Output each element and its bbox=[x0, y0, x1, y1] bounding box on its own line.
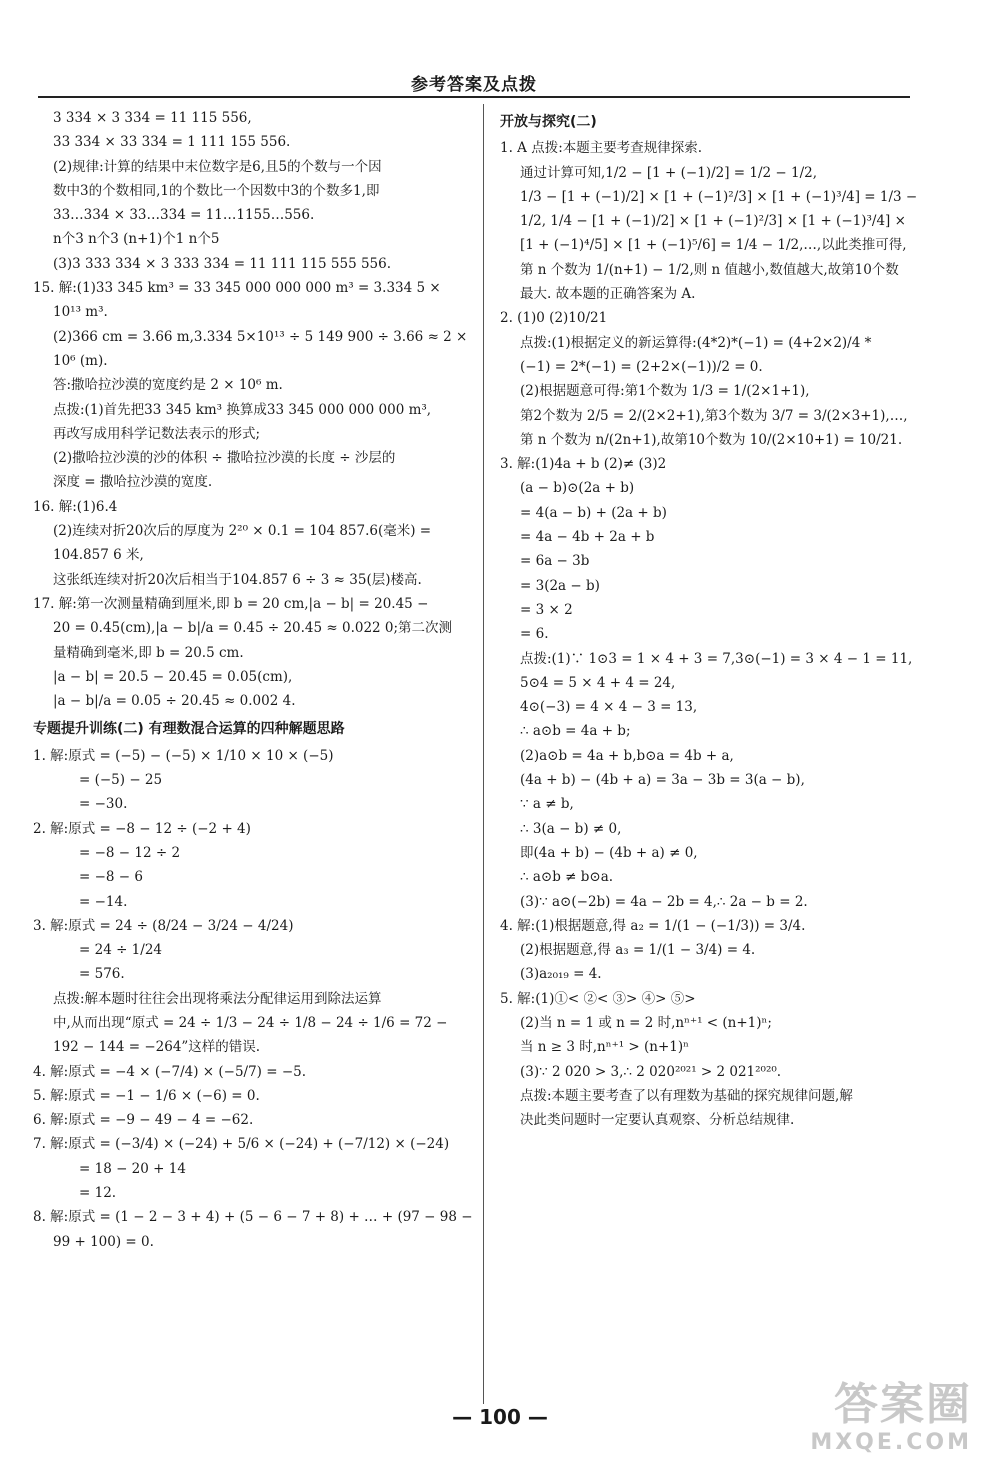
answer-line: 7. 解:原式 = (−3/4) × (−24) + 5/6 × (−24) + (−7/12) × (−24) bbox=[33, 1136, 450, 1153]
answer-line: (2)根据题意可得:第1个数为 1/3 = 1/(2×1+1), bbox=[520, 383, 810, 400]
answer-line: 5. 解:(1)①< ②< ③> ④> ⑤> bbox=[500, 990, 696, 1007]
answer-line: = 3(2a − b) bbox=[520, 577, 600, 594]
answer-line: |a − b| = 20.5 − 20.45 = 0.05(cm), bbox=[53, 668, 293, 685]
answer-line: (2)规律:计算的结果中末位数字是6,且5的个数与一个因 bbox=[53, 158, 382, 175]
answer-line: 4. 解:(1)根据题意,得 a₂ = 1/(1 − (−1/3)) = 3/4. bbox=[500, 917, 806, 934]
answer-line: 6. 解:原式 = −9 − 49 − 4 = −62. bbox=[33, 1112, 254, 1129]
answer-line: ∵ a ≠ b, bbox=[520, 796, 574, 813]
answer-line: = −30. bbox=[79, 796, 128, 813]
answer-line: (2)连续对折20次后的厚度为 2²⁰ × 0.1 = 104 857.6(毫米) = bbox=[53, 523, 432, 540]
answer-line: ∴ a⊙b = 4a + b; bbox=[520, 723, 631, 740]
answer-line: 最大. 故本题的正确答案为 A. bbox=[520, 286, 696, 303]
answer-line: (3)3 333 334 × 3 333 334 = 11 111 115 555 556. bbox=[53, 255, 392, 272]
answer-line: (2)当 n = 1 或 n = 2 时,nⁿ⁺¹ < (n+1)ⁿ; bbox=[520, 1014, 772, 1031]
answer-line: = 6a − 3b bbox=[520, 553, 590, 570]
answer-line: 99 + 100) = 0. bbox=[53, 1233, 154, 1250]
page-header-title: 参考答案及点拨 bbox=[411, 75, 537, 95]
answer-line: 5⊙4 = 5 × 4 + 4 = 24, bbox=[520, 674, 676, 691]
answer-line: 2. 解:原式 = −8 − 12 ÷ (−2 + 4) bbox=[33, 820, 251, 837]
answer-line: = 576. bbox=[79, 966, 125, 983]
answer-line: 1/2, 1/4 − [1 + (−1)/2] × [1 + (−1)²/3] × [1 + (−1)³/4] × bbox=[520, 213, 906, 230]
answer-line: = 18 − 20 + 14 bbox=[79, 1160, 186, 1177]
header-rule bbox=[38, 96, 910, 98]
answer-line: 33…334 × 33…334 = 11…1155…556. bbox=[53, 207, 315, 224]
answer-line: 3. 解:原式 = 24 ÷ (8/24 − 3/24 − 4/24) bbox=[33, 917, 294, 934]
left-column bbox=[33, 106, 473, 1254]
right-column bbox=[500, 106, 930, 1132]
watermark-line1: 答案圈 bbox=[834, 1379, 972, 1430]
answer-line: 10⁶ (m). bbox=[53, 352, 108, 369]
answer-line: 3. 解:(1)4a + b (2)≠ (3)2 bbox=[500, 456, 667, 473]
answer-line: 192 − 144 = −264”这样的错误. bbox=[53, 1039, 261, 1056]
answer-line: (3)a₂₀₁₉ = 4. bbox=[520, 966, 602, 983]
answer-line: 决此类问题时一定要认真观察、分析总结规律. bbox=[520, 1112, 795, 1129]
answer-line: = −8 − 6 bbox=[79, 869, 143, 886]
answer-line: 1. 解:原式 = (−5) − (−5) × 1/10 × 10 × (−5) bbox=[33, 747, 334, 764]
answer-line: 即(4a + b) − (4b + a) ≠ 0, bbox=[520, 844, 698, 861]
answer-line: [1 + (−1)⁴/5] × [1 + (−1)⁵/6] = 1/4 − 1/2,…,以此类推可得, bbox=[520, 237, 907, 254]
answer-line: ∴ a⊙b ≠ b⊙a. bbox=[520, 869, 614, 886]
answer-line: ∴ 3(a − b) ≠ 0, bbox=[520, 820, 622, 837]
answer-line: (2)撒哈拉沙漠的沙的体积 ÷ 撒哈拉沙漠的长度 ÷ 沙层的 bbox=[53, 450, 396, 467]
answer-line: (a − b)⊙(2a + b) bbox=[520, 480, 635, 497]
answer-line: 4. 解:原式 = −4 × (−7/4) × (−5/7) = −5. bbox=[33, 1063, 307, 1080]
answer-line: 这张纸连续对折20次后相当于104.857 6 ÷ 3 ≈ 35(层)楼高. bbox=[53, 571, 422, 588]
section-heading: 专题提升训练(二) 有理数混合运算的四种解题思路 bbox=[33, 721, 345, 738]
answer-line: = (−5) − 25 bbox=[79, 772, 163, 789]
answer-line: 3 334 × 3 334 = 11 115 556, bbox=[53, 110, 252, 126]
answer-line: 第2个数为 2/5 = 2/(2×2+1),第3个数为 3/7 = 3/(2×3+1),…, bbox=[520, 407, 908, 424]
section-heading: 开放与探究(二) bbox=[500, 114, 597, 130]
answer-line: = 12. bbox=[79, 1185, 117, 1202]
answer-line: 104.857 6 米, bbox=[53, 547, 144, 564]
answer-line: 8. 解:原式 = (1 − 2 − 3 + 4) + (5 − 6 − 7 + 8) + … + (97 − 98 − bbox=[33, 1209, 473, 1226]
answer-line: (3)∵ 2 020 > 3,∴ 2 020²⁰²¹ > 2 021²⁰²⁰. bbox=[520, 1063, 782, 1080]
answer-line: = 4a − 4b + 2a + b bbox=[520, 529, 655, 546]
answer-line: 数中3的个数相同,1的个数比一个因数中3的个数多1,即 bbox=[53, 182, 380, 199]
answer-line: 点拨:(1)根据定义的新运算得:(4*2)*(−1) = (4+2×2)/4 * bbox=[520, 334, 872, 351]
watermark-line2: MXQE.COM bbox=[810, 1430, 972, 1455]
answer-line: 当 n ≥ 3 时,nⁿ⁺¹ > (n+1)ⁿ bbox=[520, 1039, 689, 1056]
answer-line: 通过计算可知,1/2 − [1 + (−1)/2] = 1/2 − 1/2, bbox=[520, 164, 818, 181]
answer-line: = 6. bbox=[520, 626, 549, 643]
answer-line: = 24 ÷ 1/24 bbox=[79, 942, 162, 959]
answer-line: 5. 解:原式 = −1 − 1/6 × (−6) = 0. bbox=[33, 1087, 260, 1104]
answer-line: 点拨:本题主要考查了以有理数为基础的探究规律问题,解 bbox=[520, 1087, 853, 1104]
answer-line: (2)a⊙b = 4a + b,b⊙a = 4b + a, bbox=[520, 747, 734, 764]
answer-line: 17. 解:第一次测量精确到厘米,即 b = 20 cm,|a − b| = 20.45 − bbox=[33, 595, 429, 612]
answer-line: 点拨:(1)首先把33 345 km³ 换算成33 345 000 000 000 m³, bbox=[53, 401, 432, 418]
column-divider bbox=[483, 104, 484, 1404]
answer-line: (2)根据题意,得 a₃ = 1/(1 − 3/4) = 4. bbox=[520, 942, 756, 959]
answer-line: n个3 n个3 (n+1)个1 n个5 bbox=[53, 231, 220, 248]
answer-line: (2)366 cm = 3.66 m,3.334 5×10¹³ ÷ 5 149 900 ÷ 3.66 ≈ 2 × bbox=[53, 328, 468, 345]
answer-line: 量精确到毫米,即 b = 20.5 cm. bbox=[53, 644, 244, 661]
answer-line: 2. (1)0 (2)10/21 bbox=[500, 310, 608, 327]
answer-line: (3)∵ a⊙(−2b) = 4a − 2b = 4,∴ 2a − b = 2. bbox=[520, 893, 808, 910]
answer-line: 第 n 个数为 1/(n+1) − 1/2,则 n 值越小,数值越大,故第10个数 bbox=[520, 261, 899, 278]
answer-line: 4⊙(−3) = 4 × 4 − 3 = 13, bbox=[520, 699, 698, 716]
answer-line: = 4(a − b) + (2a + b) bbox=[520, 504, 667, 521]
answer-line: 15. 解:(1)33 345 km³ = 33 345 000 000 000 m³ = 3.334 5 × bbox=[33, 280, 441, 297]
watermark-logo bbox=[802, 1380, 972, 1460]
answer-line: |a − b|/a = 0.05 ÷ 20.45 ≈ 0.002 4. bbox=[53, 693, 296, 710]
answer-line: 10¹³ m³. bbox=[53, 304, 108, 321]
answer-line: = −14. bbox=[79, 893, 128, 910]
answer-line: 1. A 点拨:本题主要考查规律探索. bbox=[500, 140, 703, 157]
page-number: — 100 — bbox=[452, 1405, 548, 1429]
answer-line: 深度 = 撒哈拉沙漠的宽度. bbox=[53, 474, 213, 491]
answer-line: 答:撒哈拉沙漠的宽度约是 2 × 10⁶ m. bbox=[53, 377, 283, 394]
answer-line: = −8 − 12 ÷ 2 bbox=[79, 844, 181, 861]
answer-line: 33 334 × 33 334 = 1 111 155 556. bbox=[53, 134, 291, 151]
answer-line: 点拨:(1)∵ 1⊙3 = 1 × 4 + 3 = 7,3⊙(−1) = 3 × 4 − 1 = 11, bbox=[520, 650, 913, 667]
answer-line: 1/3 − [1 + (−1)/2] × [1 + (−1)²/3] × [1 + (−1)³/4] = 1/3 − bbox=[520, 188, 918, 205]
answer-line: (4a + b) − (4b + a) = 3a − 3b = 3(a − b), bbox=[520, 772, 805, 789]
answer-line: (−1) = 2*(−1) = (2+2×(−1))/2 = 0. bbox=[520, 358, 763, 375]
answer-line: 中,从而出现“原式 = 24 ÷ 1/3 − 24 ÷ 1/8 − 24 ÷ 1/6 = 72 − bbox=[53, 1014, 448, 1031]
answer-line: 16. 解:(1)6.4 bbox=[33, 498, 118, 515]
answer-line: 点拨:解本题时往往会出现将乘法分配律运用到除法运算 bbox=[53, 990, 382, 1007]
answer-line: 第 n 个数为 n/(2n+1),故第10个数为 10/(2×10+1) = 10/21. bbox=[520, 431, 903, 448]
answer-line: 20 = 0.45(cm),|a − b|/a = 0.45 ÷ 20.45 ≈ 0.022 0;第二次测 bbox=[53, 620, 453, 637]
answer-line: 再改写成用科学记数法表示的形式; bbox=[53, 425, 261, 442]
answer-line: = 3 × 2 bbox=[520, 601, 573, 618]
